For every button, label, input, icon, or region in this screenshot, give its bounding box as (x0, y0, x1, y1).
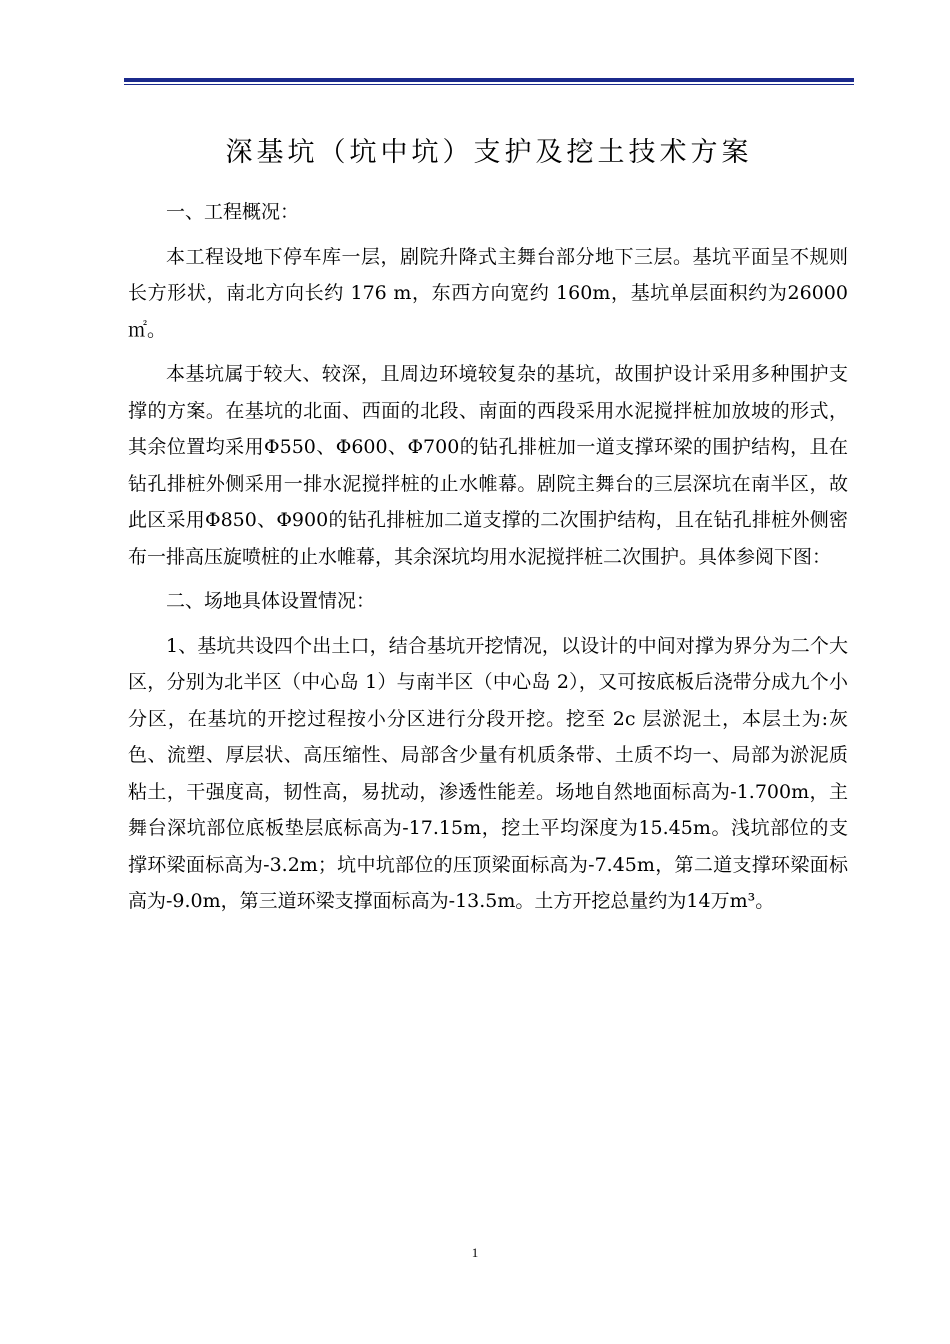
header-rule-thin (124, 84, 854, 85)
document-body (128, 194, 848, 920)
paragraph-project-summary: 本工程设地下停车库一层，剧院升降式主舞台部分地下三层。基坑平面呈不规则长方形状，南北方向长约 176 m，东西方向宽约 160m，基坑单层面积约为26000 ㎡。 (128, 245, 848, 341)
section-heading-site-setup: 二、场地具体设置情况： (166, 590, 376, 612)
section-heading-overview: 一、工程概况： (166, 201, 300, 223)
document-title: 深基坑（坑中坑）支护及挖土技术方案 (225, 137, 753, 168)
paragraph-retaining-design: 本基坑属于较大、较深，且周边环境较复杂的基坑，故围护设计采用多种围护支撑的方案。在基坑的北面、西面的北段、南面的西段采用水泥搅拌桩加放坡的形式，其余位置均采用Φ550、Φ600、Φ700的钻孔排桩加一道支撑环梁的围护结构，且在钻孔排桩外侧采用一排水泥搅拌桩的止水帷幕。剧院主舞台的三层深坑在南半区，故此区采用Φ850、Φ900的钻孔排桩加二道支撑的二次围护结构，且在钻孔排桩外侧密布一排高压旋喷桩的止水帷幕，其余深坑均用水泥搅拌桩二次围护。具体参阅下图： (128, 363, 848, 568)
page-number: 1 (471, 1245, 479, 1260)
paragraph-excavation-details: 1、基坑共设四个出土口，结合基坑开挖情况，以设计的中间对撑为界分为二个大区，分别为北半区（中心岛 1）与南半区（中心岛 2），又可按底板后浇带分成九个小分区，在基坑的开挖过程按小分区进行分段开挖。挖至 2c 层淤泥土，本层土为:灰色、流塑、厚层状、高压缩性、局部含少量有机质条带、土质不均一、局部为淤泥质粘土，干强度高，韧性高，易扰动，渗透性能差。场地自然地面标高为-1.700m，主舞台深坑部位底板垫层底标高为-17.15m，挖土平均深度为15.45m。浅坑部位的支撑环梁面标高为-3.2m；坑中坑部位的压顶梁面标高为-7.45m，第二道支撑环梁面标高为-9.0m，第三道环梁支撑面标高为-13.5m。土方开挖总量约为14万m³。 (128, 634, 848, 912)
header-rule (124, 78, 854, 85)
